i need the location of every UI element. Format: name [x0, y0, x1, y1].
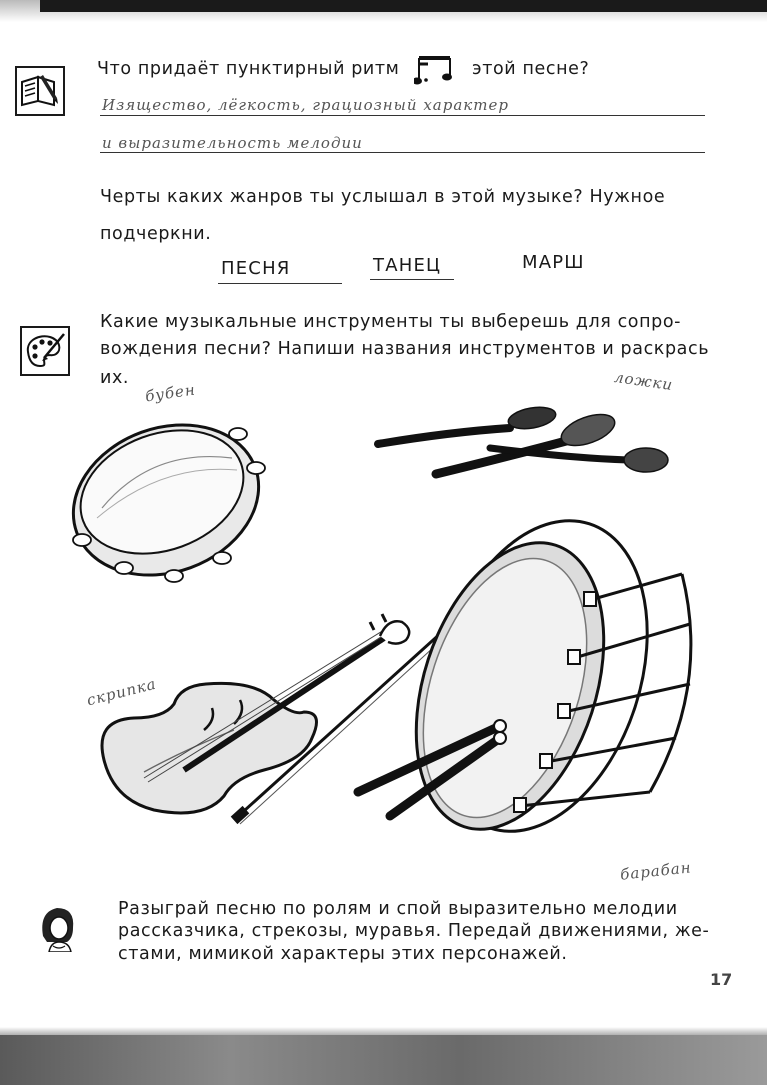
rhythm-question-after	[472, 56, 589, 82]
genres-question-line2: подчеркни.	[100, 224, 212, 244]
page-top-border	[40, 0, 767, 12]
book-pencil-icon	[15, 66, 65, 116]
genre-march[interactable]: МАРШ	[522, 252, 585, 273]
roles-line2: рассказчика, стрекозы, муравья. Передай движениями, же-	[118, 921, 710, 941]
instruments-question-line2: вождения песни? Напиши названия инструментов и раскрась	[100, 339, 710, 359]
rhythm-question-after-text: этой песне?	[472, 59, 590, 79]
girl-portrait-icon	[33, 902, 83, 952]
answer-line-2	[100, 152, 705, 153]
genre-song[interactable]: ПЕСНЯ	[221, 258, 291, 279]
label-tambourine: бубен	[143, 380, 197, 406]
label-drum: барабан	[619, 858, 693, 884]
tambourine-illustration	[62, 408, 272, 588]
rhythm-question	[97, 56, 400, 82]
scan-shadow-bottom	[0, 1035, 767, 1085]
drum-illustration	[350, 516, 710, 846]
rhythm-question-before: Что придаёт пунктирный ритм	[97, 59, 400, 79]
label-spoons: ложки	[613, 367, 675, 395]
instruments-question-line1: Какие музыкальные инструменты ты выберешь для сопро-	[100, 312, 682, 332]
roles-line1: Разыграй песню по ролям и спой выразительно мелодии	[118, 899, 678, 919]
rhythm-answer-line2: и выразительность мелодии	[102, 134, 363, 152]
rhythm-answer-line1: Изящество, лёгкость, грациозный характер	[102, 96, 509, 114]
roles-line3: стами, мимикой характеры этих персонажей.	[118, 944, 568, 964]
genre-dance-underline	[370, 279, 454, 280]
palette-brush-icon	[20, 326, 70, 376]
label-violin: скрипка	[84, 674, 159, 710]
page-number: 17	[710, 970, 733, 989]
answer-line-1	[100, 115, 705, 116]
genre-dance[interactable]: ТАНЕЦ	[373, 255, 442, 276]
instruments-question-line3: их.	[100, 368, 130, 388]
dotted-rhythm-notes-icon	[414, 52, 458, 88]
genres-question-line1: Черты каких жанров ты услышал в этой музыке? Нужное	[100, 187, 666, 207]
spoons-illustration	[370, 400, 680, 490]
genre-song-underline	[218, 283, 342, 284]
